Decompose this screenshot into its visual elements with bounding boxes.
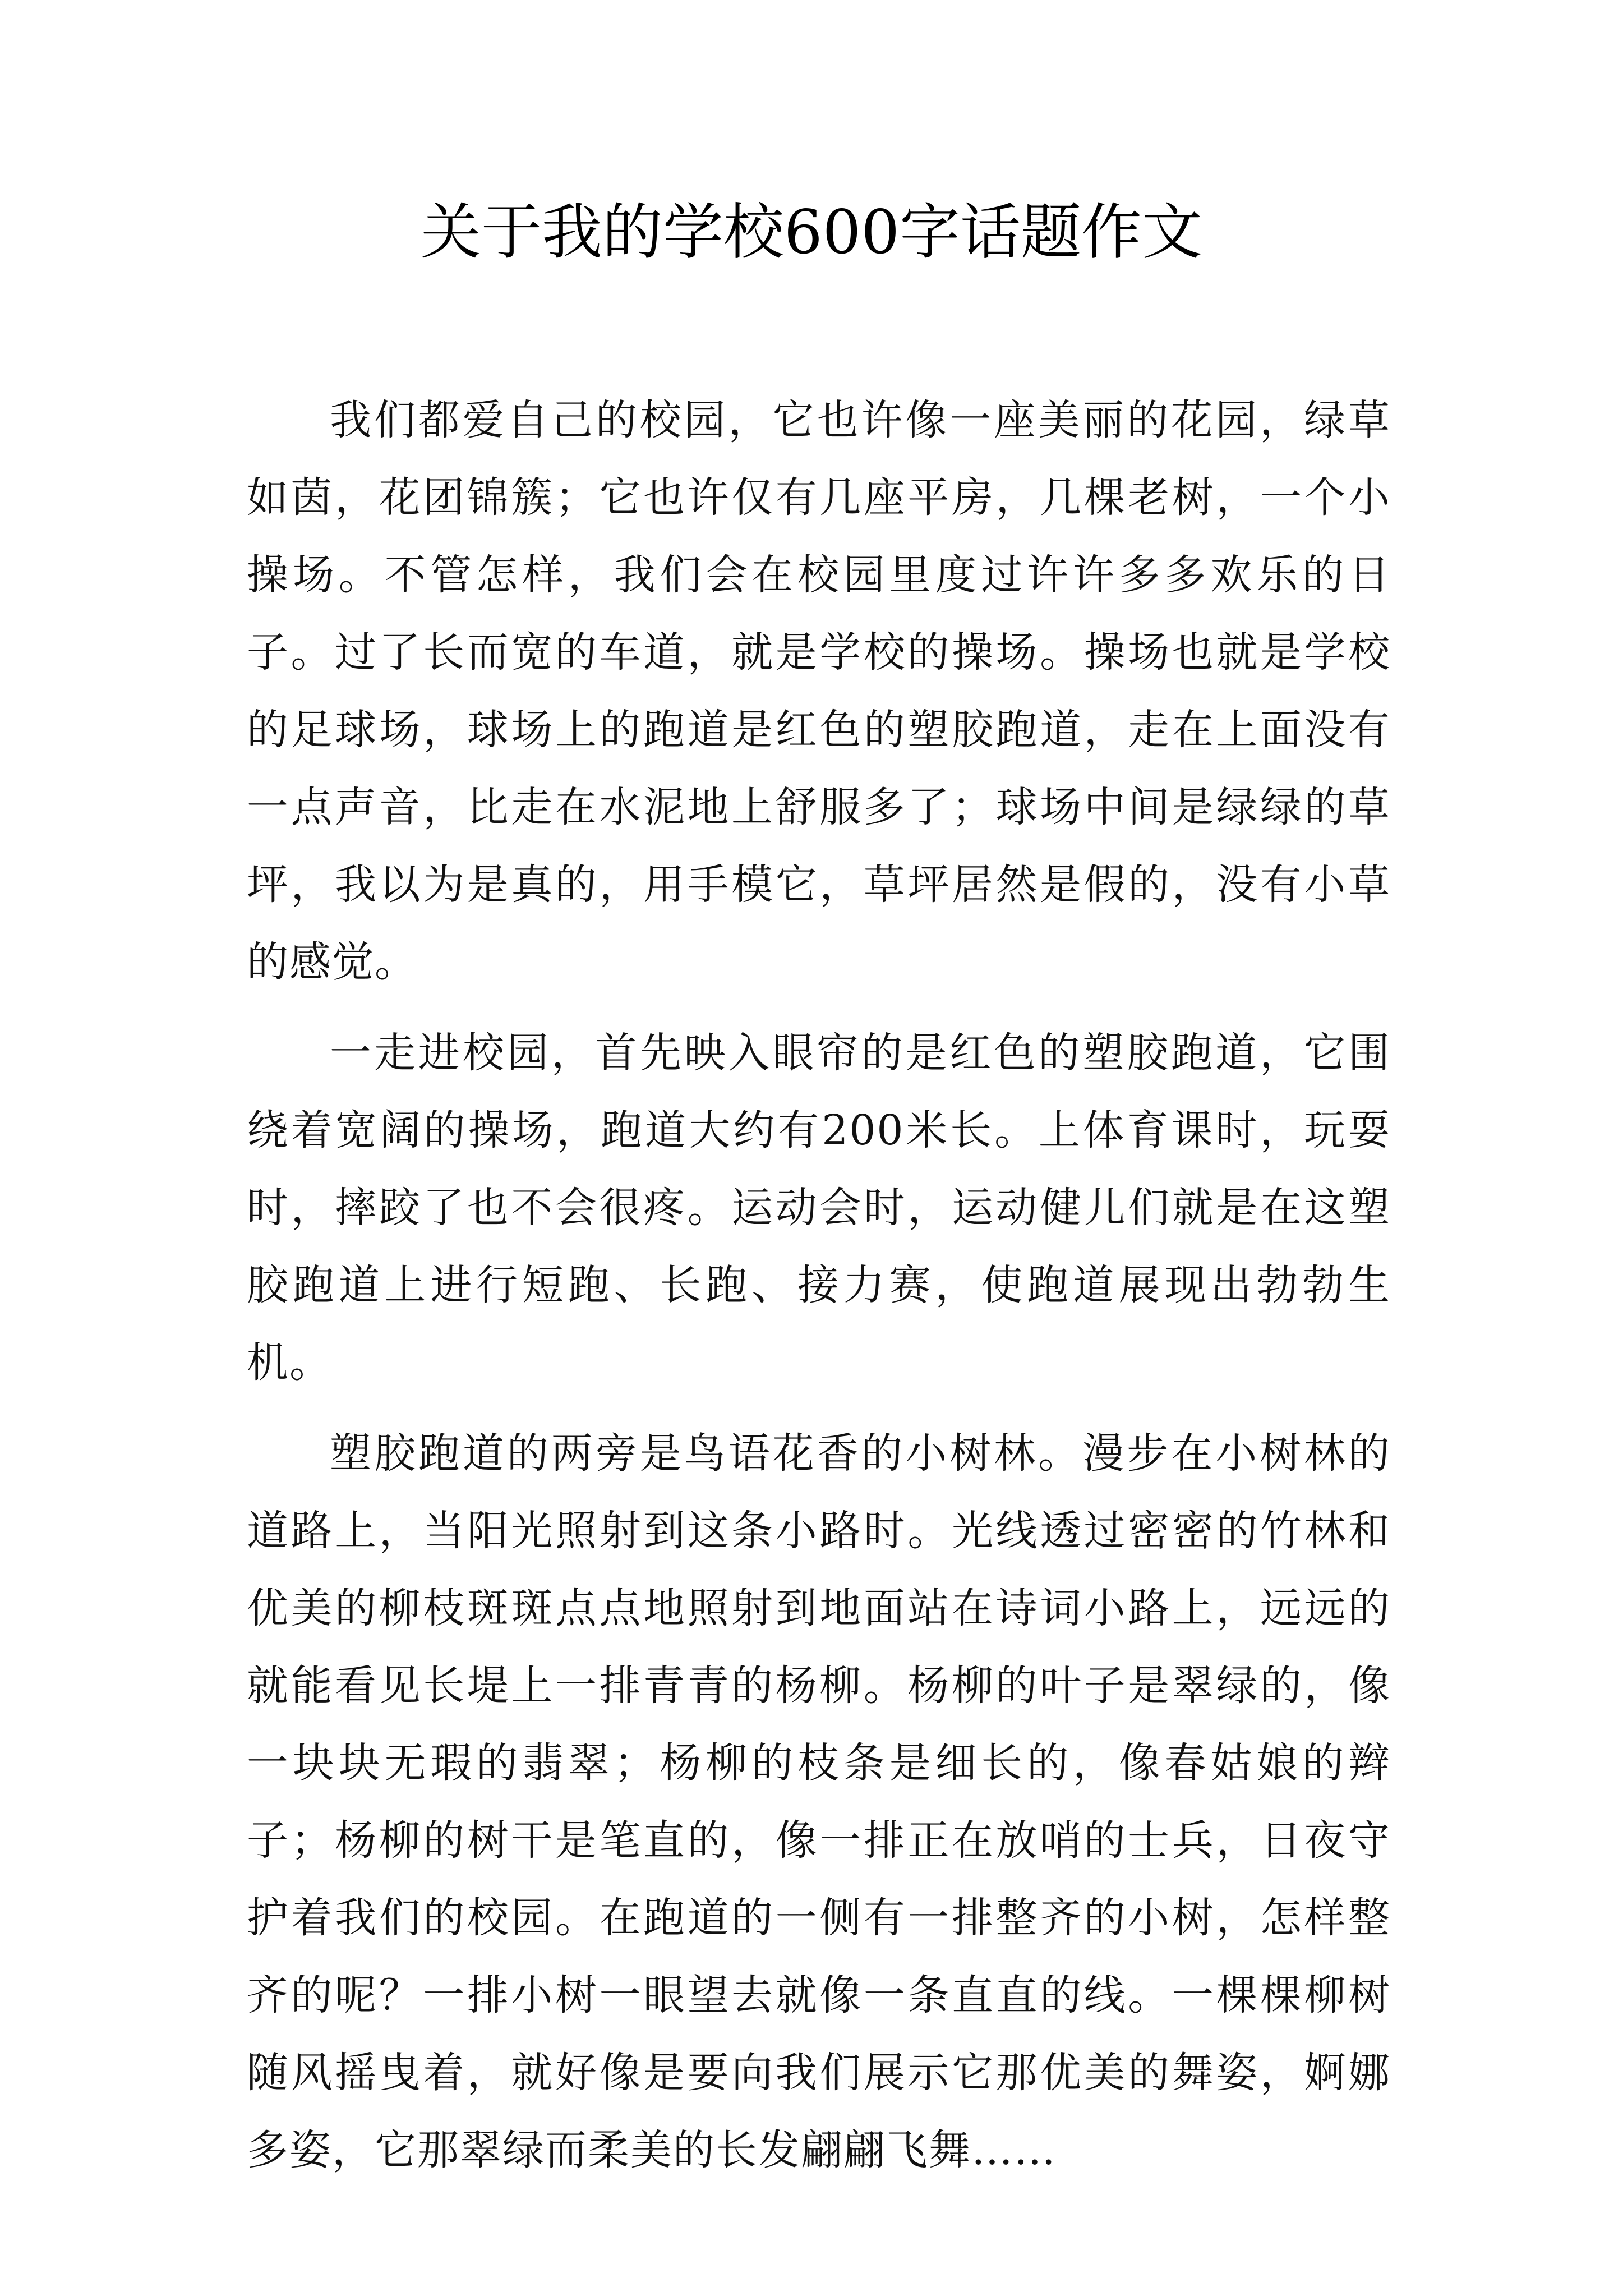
paragraph-3: 塑胶跑道的两旁是鸟语花香的小树林。漫步在小树林的道路上，当阳光照射到这条小路时。光线透过密密的竹林和优美的柳枝斑斑点点地照射到地面站在诗词小路上，远远的就能看见长堤上一排青青的杨柳。杨柳的叶子是翠绿的，像一块块无瑕的翡翠；杨柳的枝条是细长的，像春姑娘的辫子；杨柳的树干是笔直的，像一排正在放哨的士兵，日夜守护着我们的校园。在跑道的一侧有一排整齐的小树，怎样整齐的呢？一排小树一眼望去就像一条直直的线。一棵棵柳树随风摇曳着，就好像是要向我们展示它那优美的舞姿，婀娜多姿，它那翠绿而柔美的长发翩翩飞舞……	[247, 1429, 1391, 2174]
paragraph-2: 一走进校园，首先映入眼帘的是红色的塑胶跑道，它围绕着宽阔的操场，跑道大约有200米长。上体育课时，玩耍时，摔跤了也不会很疼。运动会时，运动健儿们就是在这塑胶跑道上进行短跑、长跑、接力赛，使跑道展现出勃勃生机。	[247, 1029, 1391, 1387]
paragraph-1: 我们都爱自己的校园，它也许像一座美丽的花园，绿草如茵，花团锦簇；它也许仅有几座平房，几棵老树，一个小操场。不管怎样，我们会在校园里度过许许多多欢乐的日子。过了长而宽的车道，就是学校的操场。操场也就是学校的足球场，球场上的跑道是红色的塑胶跑道，走在上面没有一点声音，比走在水泥地上舒服多了；球场中间是绿绿的草坪，我以为是真的，用手模它，草坪居然是假的，没有小草的感觉。	[247, 396, 1391, 986]
document-title: 关于我的学校600字话题作文	[420, 197, 1203, 268]
document-body	[247, 381, 1391, 2202]
